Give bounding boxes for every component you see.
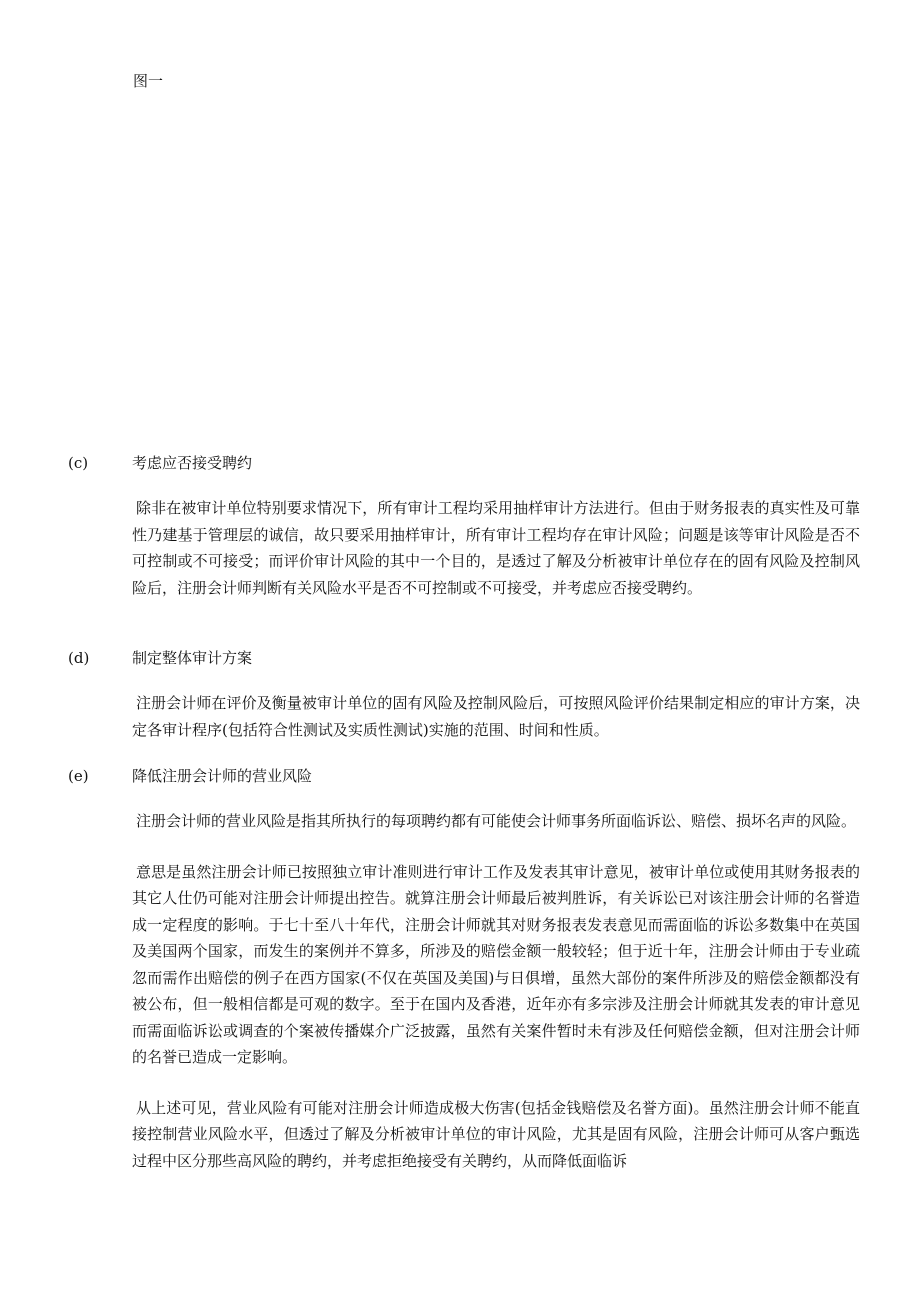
section-heading xyxy=(68,452,868,474)
section-heading xyxy=(68,765,868,787)
paragraph: 注册会计师在评价及衡量被审计单位的固有风险及控制风险后，可按照风险评价结果制定相应的审计方案，决定各审计程序(包括符合性测试及实质性测试)实施的范围、时间和性质。 xyxy=(132,694,860,739)
section-e xyxy=(68,765,868,1174)
paragraph: 意思是虽然注册会计师已按照独立审计准则进行审计工作及发表其审计意见，被审计单位或使用其财务报表的其它人仕仍可能对注册会计师提出控告。就算注册会计师最后被判胜诉，有关诉讼已对该注册会计师的名誉造成一定程度的影响。于七十至八十年代，注册会计师就其对财务报表发表意见而需面临的诉讼多数集中在英国及美国两个国家，而发生的案例并不算多，所涉及的赔偿金额一般较轻；但于近十年，注册会计师由于专业疏忽而需作出赔偿的例子在西方国家(不仅在英国及美国)与日俱增，虽然大部份的案件所涉及的赔偿金额都没有被公布，但一般相信都是可观的数字。至于在国内及香港，近年亦有多宗涉及注册会计师就其发表的审计意见而需面临诉讼或调查的个案被传播媒介广泛披露，虽然有关案件暂时未有涉及任何赔偿金额，但对注册会计师的名誉已造成一定影响。 xyxy=(132,862,860,1066)
section-title: 考虑应否接受聘约 xyxy=(132,454,253,472)
section-number: (d) xyxy=(68,649,90,667)
section-d xyxy=(68,647,868,743)
section-number: (e) xyxy=(68,767,89,785)
paragraph: 除非在被审计单位特别要求情况下，所有审计工程均采用抽样审计方法进行。但由于财务报表的真实性及可靠性乃建基于管理层的诚信，故只要采用抽样审计，所有审计工程均存在审计风险；问题是该等审计风险是否不可控制或不可接受；而评价审计风险的其中一个目的，是透过了解及分析被审计单位存在的固有风险及控制风险后，注册会计师判断有关风险水平是否不可控制或不可接受，并考虑应否接受聘约。 xyxy=(132,499,860,597)
paragraph: 注册会计师的营业风险是指其所执行的每项聘约都有可能使会计师事务所面临诉讼、赔偿、损坏名声的风险。 xyxy=(136,812,857,830)
section-number: (c) xyxy=(68,454,89,472)
section-title: 降低注册会计师的营业风险 xyxy=(132,767,313,785)
paragraph: 从上述可见，营业风险有可能对注册会计师造成极大伤害(包括金钱赔偿及名誉方面)。虽然注册会计师不能直接控制营业风险水平，但透过了解及分析被审计单位的审计风险，尤其是固有风险，注册会计师可从客户甄选过程中区分那些高风险的聘约，并考虑拒绝接受有关聘约，从而降低面临诉 xyxy=(132,1098,860,1170)
section-c xyxy=(68,452,868,601)
figure-label: 图一 xyxy=(133,72,164,90)
section-heading xyxy=(68,647,868,669)
section-title: 制定整体审计方案 xyxy=(132,649,253,667)
